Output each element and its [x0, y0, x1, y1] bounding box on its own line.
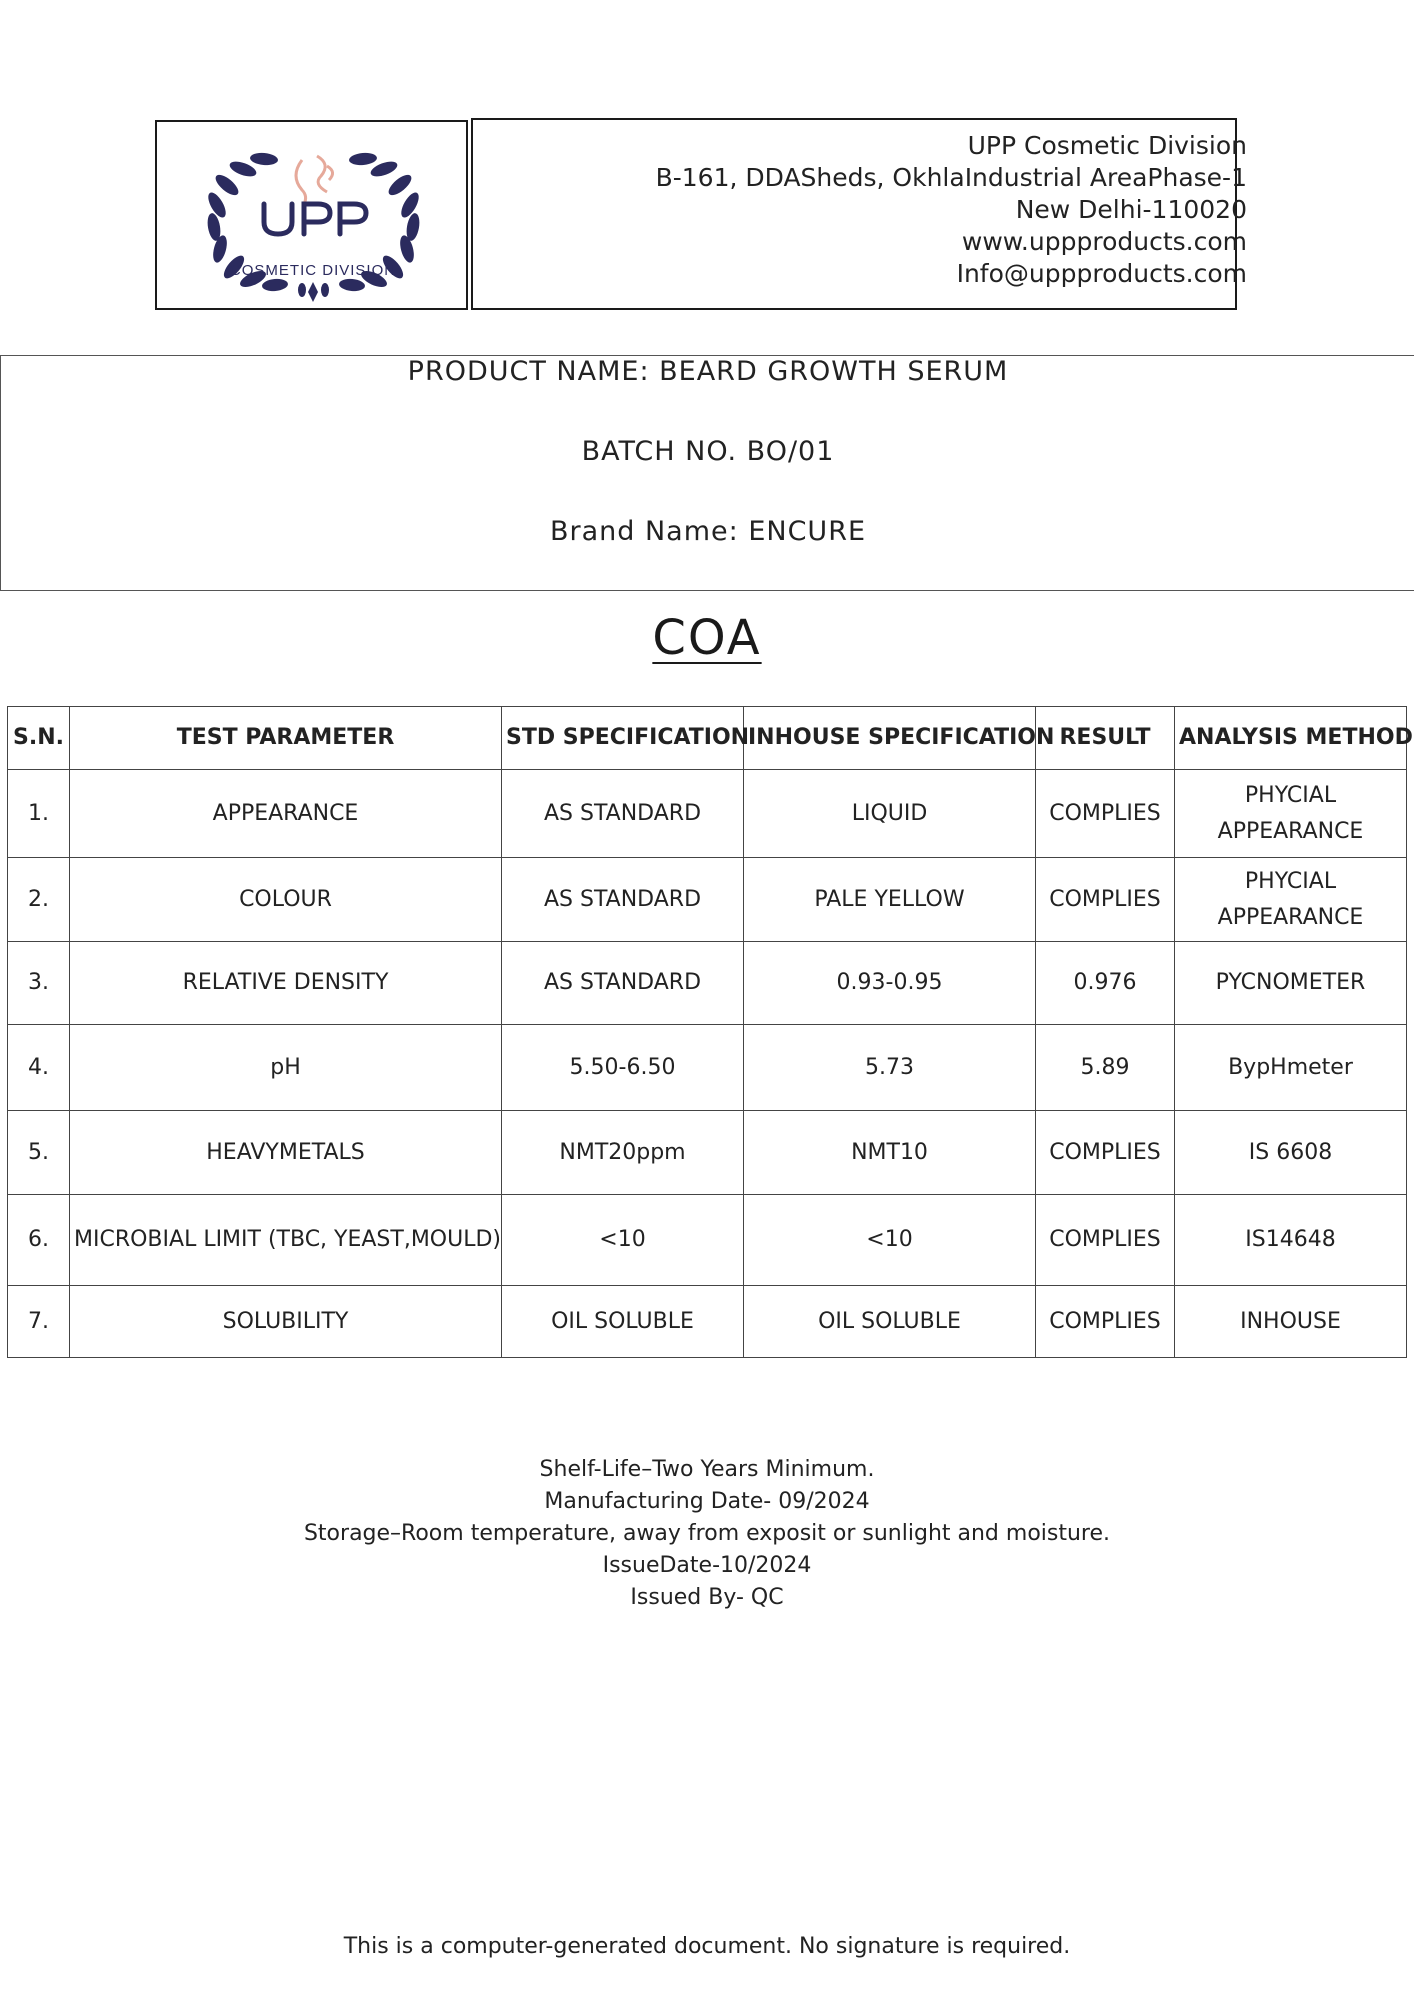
- laurel-logo: [157, 122, 470, 312]
- cell-analysis-method: BypHmeter: [1175, 1025, 1407, 1111]
- cell-analysis-method: INHOUSE: [1175, 1286, 1407, 1358]
- cell-sn: 3.: [8, 942, 70, 1025]
- cell-inhouse-specification: 5.73: [744, 1025, 1036, 1111]
- cell-inhouse-specification: PALE YELLOW: [744, 858, 1036, 942]
- table-row: [8, 858, 1407, 942]
- address-city: New Delhi-110020: [1015, 195, 1247, 224]
- company-logo-box: [155, 120, 468, 310]
- computer-generated-note: This is a computer-generated document. No signature is required.: [343, 1934, 1071, 1959]
- product-info-box: [0, 355, 1414, 591]
- header-std-specification: STD SPECIFICATION: [502, 707, 744, 770]
- cell-result: 5.89: [1036, 1025, 1175, 1111]
- issue-date: IssueDate-10/2024: [602, 1553, 812, 1578]
- cell-test-parameter: SOLUBILITY: [70, 1286, 502, 1358]
- cell-analysis-method: PHYCIAL APPEARANCE: [1175, 770, 1407, 858]
- header-sn: S.N.: [8, 707, 70, 770]
- cell-sn: 1.: [8, 770, 70, 858]
- table-row: [8, 942, 1407, 1025]
- cell-test-parameter: HEAVYMETALS: [70, 1111, 502, 1195]
- cell-result: COMPLIES: [1036, 858, 1175, 942]
- table-row: [8, 1195, 1407, 1286]
- issued-by: Issued By- QC: [630, 1585, 784, 1610]
- cell-analysis-method: IS 6608: [1175, 1111, 1407, 1195]
- company-name: UPP Cosmetic Division: [967, 131, 1247, 160]
- table-row: [8, 1111, 1407, 1195]
- cell-sn: 4.: [8, 1025, 70, 1111]
- company-address: [656, 130, 1247, 290]
- cell-std-specification: AS STANDARD: [502, 858, 744, 942]
- cell-result: COMPLIES: [1036, 1111, 1175, 1195]
- logo-subtext: COSMETIC DIVISION: [229, 262, 397, 279]
- cell-std-specification: OIL SOLUBLE: [502, 1286, 744, 1358]
- address-street: B-161, DDASheds, OkhlaIndustrial AreaPhase-1: [655, 163, 1247, 192]
- cell-inhouse-specification: <10: [744, 1195, 1036, 1286]
- storage-condition: Storage–Room temperature, away from exposit or sunlight and moisture.: [303, 1521, 1111, 1546]
- page-title: [0, 610, 1414, 666]
- cell-std-specification: AS STANDARD: [502, 770, 744, 858]
- cell-analysis-method: IS14648: [1175, 1195, 1407, 1286]
- footer-details: [0, 1454, 1414, 1614]
- company-email: Info@uppproducts.com: [956, 259, 1247, 288]
- header-test-parameter: TEST PARAMETER: [70, 707, 502, 770]
- header-result: RESULT: [1036, 707, 1175, 770]
- manufacturing-date: Manufacturing Date- 09/2024: [544, 1489, 870, 1514]
- cell-test-parameter: COLOUR: [70, 858, 502, 942]
- cell-result: 0.976: [1036, 942, 1175, 1025]
- cell-test-parameter: APPEARANCE: [70, 770, 502, 858]
- cell-test-parameter: pH: [70, 1025, 502, 1111]
- cell-analysis-method: PYCNOMETER: [1175, 942, 1407, 1025]
- batch-number: BATCH NO. BO/01: [581, 436, 835, 467]
- cell-std-specification: <10: [502, 1195, 744, 1286]
- cell-inhouse-specification: OIL SOLUBLE: [744, 1286, 1036, 1358]
- cell-sn: 6.: [8, 1195, 70, 1286]
- cell-test-parameter: MICROBIAL LIMIT (TBC, YEAST,MOULD): [70, 1195, 502, 1286]
- cell-std-specification: NMT20ppm: [502, 1111, 744, 1195]
- cell-sn: 2.: [8, 858, 70, 942]
- cell-sn: 5.: [8, 1111, 70, 1195]
- company-website: www.uppproducts.com: [961, 227, 1247, 256]
- table-row: [8, 1286, 1407, 1358]
- cell-inhouse-specification: LIQUID: [744, 770, 1036, 858]
- shelf-life: Shelf-Life–Two Years Minimum.: [539, 1457, 875, 1482]
- table-row: [8, 1025, 1407, 1111]
- coa-title-text: COA: [652, 610, 762, 666]
- cell-result: COMPLIES: [1036, 770, 1175, 858]
- brand-name: Brand Name: ENCURE: [549, 516, 867, 547]
- cell-analysis-method: PHYCIAL APPEARANCE: [1175, 858, 1407, 942]
- product-name: PRODUCT NAME: BEARD GROWTH SERUM: [407, 356, 1009, 387]
- coa-table: [7, 706, 1413, 1358]
- cell-result: COMPLIES: [1036, 1195, 1175, 1286]
- cell-sn: 7.: [8, 1286, 70, 1358]
- cell-result: COMPLIES: [1036, 1286, 1175, 1358]
- header-analysis-method: ANALYSIS METHOD: [1175, 707, 1407, 770]
- cell-std-specification: 5.50-6.50: [502, 1025, 744, 1111]
- table-header-row: [8, 707, 1407, 770]
- cell-test-parameter: RELATIVE DENSITY: [70, 942, 502, 1025]
- table-row: [8, 770, 1407, 858]
- cell-inhouse-specification: 0.93-0.95: [744, 942, 1036, 1025]
- header-inhouse-specification: INHOUSE SPECIFICATION: [744, 707, 1036, 770]
- cell-std-specification: AS STANDARD: [502, 942, 744, 1025]
- company-address-box: [471, 118, 1247, 310]
- cell-inhouse-specification: NMT10: [744, 1111, 1036, 1195]
